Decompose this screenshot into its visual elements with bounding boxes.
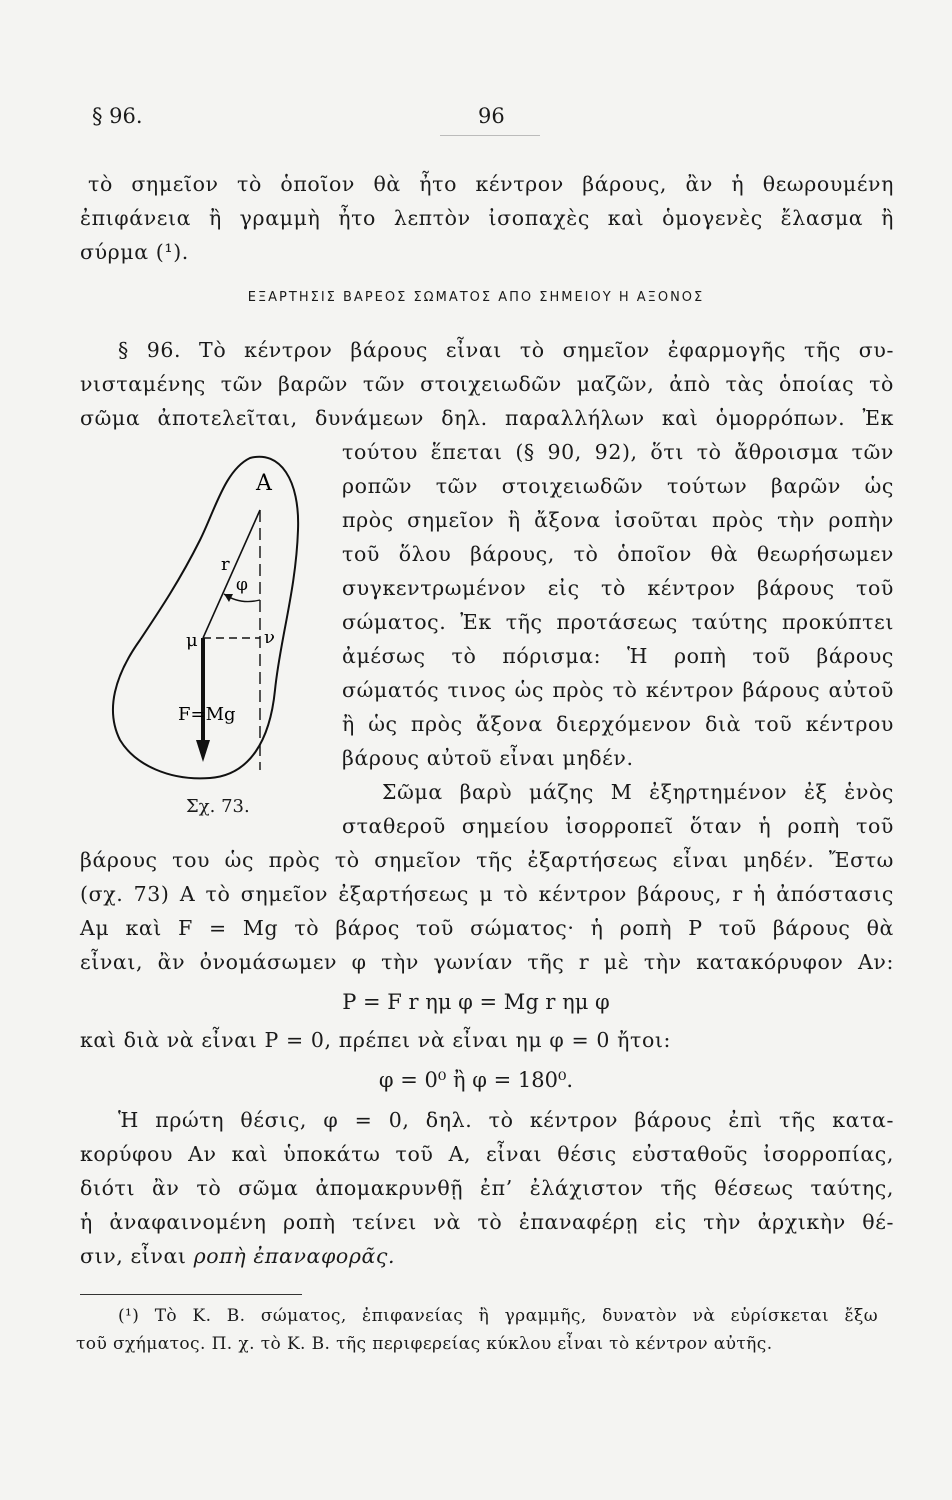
figure-label-phi: φ xyxy=(236,575,248,595)
page-number: 96 xyxy=(478,104,505,128)
footnote-rule xyxy=(80,1294,302,1295)
text-line: ἐπιφάνεια ἢ γραμμὴ ἦτο λεπτὸν ἰσοπαχὲς καὶ ὁμογενὲς ἔλασμα ἢ xyxy=(80,206,894,230)
figure-label-nu: ν xyxy=(264,627,275,648)
text-line: βάρους αὐτοῦ εἶναι μηδέν. xyxy=(342,746,634,770)
text-line: βάρους του ὡς πρὸς τὸ σημεῖον τῆς ἐξαρτήσεως εἶναι μηδέν. Ἔστω xyxy=(80,848,894,872)
text-line: σώματος. Ἐκ τῆς προτάσεως ταύτης προκύπτει xyxy=(342,610,894,634)
text-line: Ἡ πρώτη θέσις, φ = 0, δηλ. τὸ κέντρον βάρους ἐπὶ τῆς κατα- xyxy=(118,1108,894,1132)
text-line: σταθεροῦ σημείου ἰσορροπεῖ ὅταν ἡ ροπὴ τοῦ xyxy=(342,814,894,838)
body-outline xyxy=(113,457,298,779)
text-line: Αμ καὶ F = Mg τὸ βάρος τοῦ σώματος· ἡ ροπὴ Ρ τοῦ βάρους θὰ xyxy=(80,916,894,940)
text-line: (σχ. 73) Α τὸ σημεῖον ἐξαρτήσεως μ τὸ κέντρον βάρους, r ἡ ἀπόστασις xyxy=(80,882,894,906)
text-line: ροπῶν τῶν στοιχειωδῶν τούτων βαρῶν ὡς xyxy=(342,474,894,498)
text-line xyxy=(80,1244,395,1268)
figure-label-r: r xyxy=(221,554,230,575)
text-plain: σιν, εἶναι xyxy=(80,1244,187,1268)
equation: φ = 0⁰ ἢ φ = 180⁰. xyxy=(378,1068,574,1092)
text-line: ἡ ἀναφαινομένη ροπὴ τείνει νὰ τὸ ἐπαναφέρῃ εἰς τὴν ἀρχικὴν θέ- xyxy=(80,1210,894,1234)
text-line: σύρμα (¹). xyxy=(80,240,189,264)
section-heading: ΕΞΑΡΤΗΣΙΣ ΒΑΡΕΟΣ ΣΩΜΑΤΟΣ ΑΠΟ ΣΗΜΕΙΟΥ Η ΑΞΟΝΟΣ xyxy=(247,290,705,305)
footnote-line: τοῦ σχήματος. Π. χ. τὸ Κ. Β. τῆς περιφερείας κύκλου εἶναι τὸ κέντρον αὐτῆς. xyxy=(76,1334,773,1354)
text-line: ἢ ὡς πρὸς ἄξονα διερχόμενον διὰ τοῦ κέντρου xyxy=(342,712,894,736)
radius-line xyxy=(203,510,260,638)
text-line: § 96. Τὸ κέντρον βάρους εἶναι τὸ σημεῖον ἐφαρμογῆς τῆς συ- xyxy=(118,338,894,362)
text-line: σῶμα ἀποτελεῖται, δυνάμεων δηλ. παραλλήλων καὶ ὁμορρόπων. Ἐκ xyxy=(80,406,894,430)
section-mark: § 96. xyxy=(92,104,143,128)
text-line: κορύφου Αν καὶ ὑποκάτω τοῦ Α, εἶναι θέσις εὐσταθοῦς ἰσορροπίας, xyxy=(80,1142,894,1166)
equation: Ρ = F r ημ φ = Mg r ημ φ xyxy=(342,990,610,1014)
footnote-line: (¹) Τὸ Κ. Β. σώματος, ἐπιφανείας ἢ γραμμῆς, δυνατὸν νὰ εὑρίσκεται ἔξω xyxy=(118,1306,878,1326)
figure-label-A: A xyxy=(256,471,272,496)
text-line: ἀμέσως τὸ πόρισμα: Ἡ ροπὴ τοῦ βάρους xyxy=(342,644,894,668)
text-line: διότι ἂν τὸ σῶμα ἀπομακρυνθῇ ἐπ’ ἐλάχιστον τῆς θέσεως ταύτης, xyxy=(80,1176,894,1200)
text-line: νισταμένης τῶν βαρῶν τῶν στοιχειωδῶν μαζῶν, ἀπὸ τὰς ὁποίας τὸ xyxy=(80,372,894,396)
force-arrowhead xyxy=(196,740,210,762)
text-italic: ροπὴ ἐπαναφορᾶς. xyxy=(193,1244,396,1268)
figure-caption: Σχ. 73. xyxy=(186,796,250,817)
text-line: σώματός τινος ὡς πρὸς τὸ κέντρον βάρους αὐτοῦ xyxy=(342,678,894,702)
text-line: εἶναι, ἂν ὀνομάσωμεν φ τὴν γωνίαν τῆς r μὲ τὴν κατακόρυφον Αν: xyxy=(80,950,894,974)
text-line: τοῦ ὅλου βάρους, τὸ ὁποῖον θὰ θεωρήσωμεν xyxy=(342,542,894,566)
text-line: τὸ σημεῖον τὸ ὁποῖον θὰ ἦτο κέντρον βάρους, ἂν ἡ θεωρουμένη xyxy=(88,172,894,196)
figure-label-force: F=Mg xyxy=(178,704,236,725)
text-line: Σῶμα βαρὺ μάζης Μ ἐξηρτημένον ἐξ ἑνὸς xyxy=(382,780,894,804)
text-line: συγκεντρωμένον εἰς τὸ κέντρον βάρους τοῦ xyxy=(342,576,894,600)
header-rule xyxy=(440,135,540,136)
text-line: τούτου ἕπεται (§ 90, 92), ὅτι τὸ ἄθροισμα τῶν xyxy=(342,440,894,464)
figure-73 xyxy=(100,440,340,820)
text-line: πρὸς σημεῖον ἢ ἄξονα ἰσοῦται πρὸς τὴν ροπὴν xyxy=(342,508,894,532)
text-line: καὶ διὰ νὰ εἶναι Ρ = 0, πρέπει νὰ εἶναι ημ φ = 0 ἤτοι: xyxy=(80,1028,672,1052)
figure-label-mu: μ xyxy=(186,630,198,651)
